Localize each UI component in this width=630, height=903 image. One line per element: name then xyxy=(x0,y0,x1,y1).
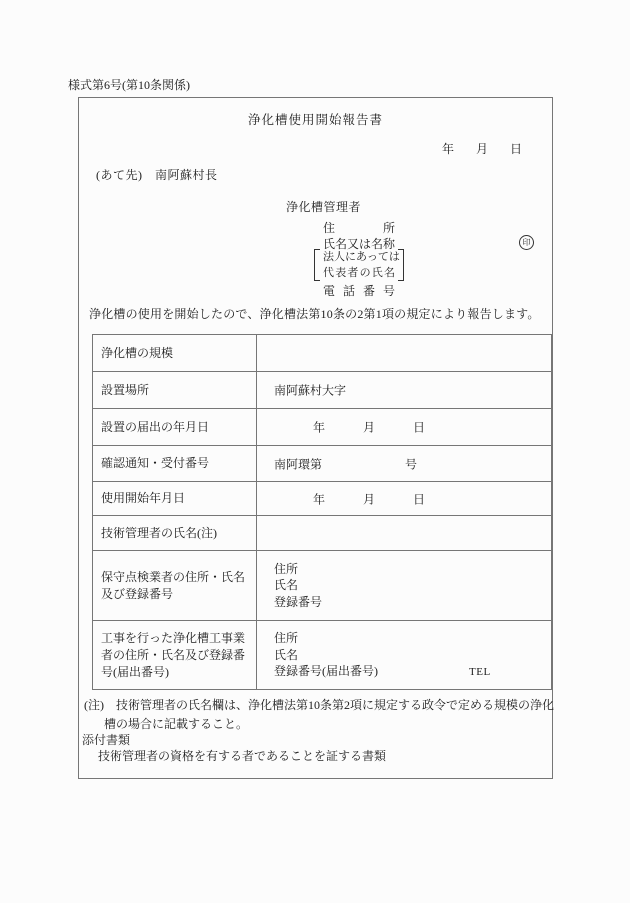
bracket-right xyxy=(398,249,404,281)
row-value-cell xyxy=(257,335,552,372)
row-value-date: 年 月 日 xyxy=(313,420,425,435)
value-line: 登録番号 xyxy=(274,594,323,609)
row-label: 設置場所 xyxy=(93,372,257,409)
corporate-note-text xyxy=(320,249,398,281)
table-row xyxy=(93,409,552,446)
note-line-1: (注) 技術管理者の氏名欄は、浄化槽法第10条第2項に規定する政令で定める規模の浄化 xyxy=(84,698,554,712)
value-line-text: 登録番号(届出番号) xyxy=(274,664,378,679)
corporate-note-line1: 法人にあっては xyxy=(323,251,400,263)
row-value-cell xyxy=(257,446,552,482)
table-row xyxy=(93,446,552,482)
note-line-2: 槽の場合に記載すること。 xyxy=(104,717,249,731)
row-value-cell xyxy=(257,621,552,690)
row-value-cell xyxy=(257,482,552,516)
row-value-cell xyxy=(257,516,552,551)
row-label: 浄化槽の規模 xyxy=(93,335,257,372)
value-line: 氏名 xyxy=(274,647,299,662)
value-line: 氏名 xyxy=(274,578,299,593)
attachments-item: 技術管理者の資格を有する者であることを証する書類 xyxy=(98,749,387,763)
manager-address-label: 住所 xyxy=(323,221,395,235)
report-table xyxy=(92,334,552,690)
value-line xyxy=(274,663,551,680)
table-row xyxy=(93,335,552,372)
tel-label: TEL xyxy=(469,666,491,679)
table-row xyxy=(93,516,552,551)
value-line: 住所 xyxy=(274,631,299,646)
row-value: 南阿蘇村大字 xyxy=(274,383,347,398)
row-label: 技術管理者の氏名(注) xyxy=(93,516,257,551)
row-value-suffix: 号 xyxy=(405,457,418,471)
row-value: 南阿環第 xyxy=(274,457,323,471)
table-row xyxy=(93,482,552,516)
table-row xyxy=(93,372,552,409)
form-number: 様式第6号(第10条関係) xyxy=(68,78,190,92)
row-label: 使用開始年月日 xyxy=(93,482,257,516)
row-value-lines xyxy=(257,561,551,611)
row-label: 保守点検業者の住所・氏名及び登録番号 xyxy=(93,551,257,621)
document-title: 浄化槽使用開始報告書 xyxy=(247,113,383,127)
table-row xyxy=(93,621,552,690)
manager-name-label: 氏名又は名称 xyxy=(323,237,396,251)
form-border-box xyxy=(78,97,553,779)
row-label: 設置の届出の年月日 xyxy=(93,409,257,446)
manager-heading: 浄化槽管理者 xyxy=(286,200,362,214)
manager-phone-label: 電話番号 xyxy=(323,284,395,298)
report-date-placeholder: 年 月 日 xyxy=(442,142,522,156)
row-value-date: 年 月 日 xyxy=(313,492,425,506)
row-label: 工事を行った浄化槽工事業者の住所・氏名及び登録番号(届出番号) xyxy=(93,621,257,690)
corporate-note-line2: 代表者の氏名 xyxy=(323,267,395,279)
value-line: 住所 xyxy=(274,561,299,576)
addressee-line: (あて先) 南阿蘇村長 xyxy=(96,168,218,182)
row-value-cell xyxy=(257,409,552,446)
report-statement: 浄化槽の使用を開始したので、浄化槽法第10条の2第1項の規定により報告します。 xyxy=(89,307,540,321)
corporate-note-bracket xyxy=(314,249,404,281)
footer-notes xyxy=(79,697,554,764)
table-row xyxy=(93,551,552,621)
row-value-cell xyxy=(257,372,552,409)
seal-mark-icon: 印 xyxy=(519,235,534,250)
attachments-heading: 添付書類 xyxy=(82,733,131,747)
row-value-lines xyxy=(257,630,551,680)
row-value-cell xyxy=(257,551,552,621)
row-label: 確認通知・受付番号 xyxy=(93,446,257,482)
